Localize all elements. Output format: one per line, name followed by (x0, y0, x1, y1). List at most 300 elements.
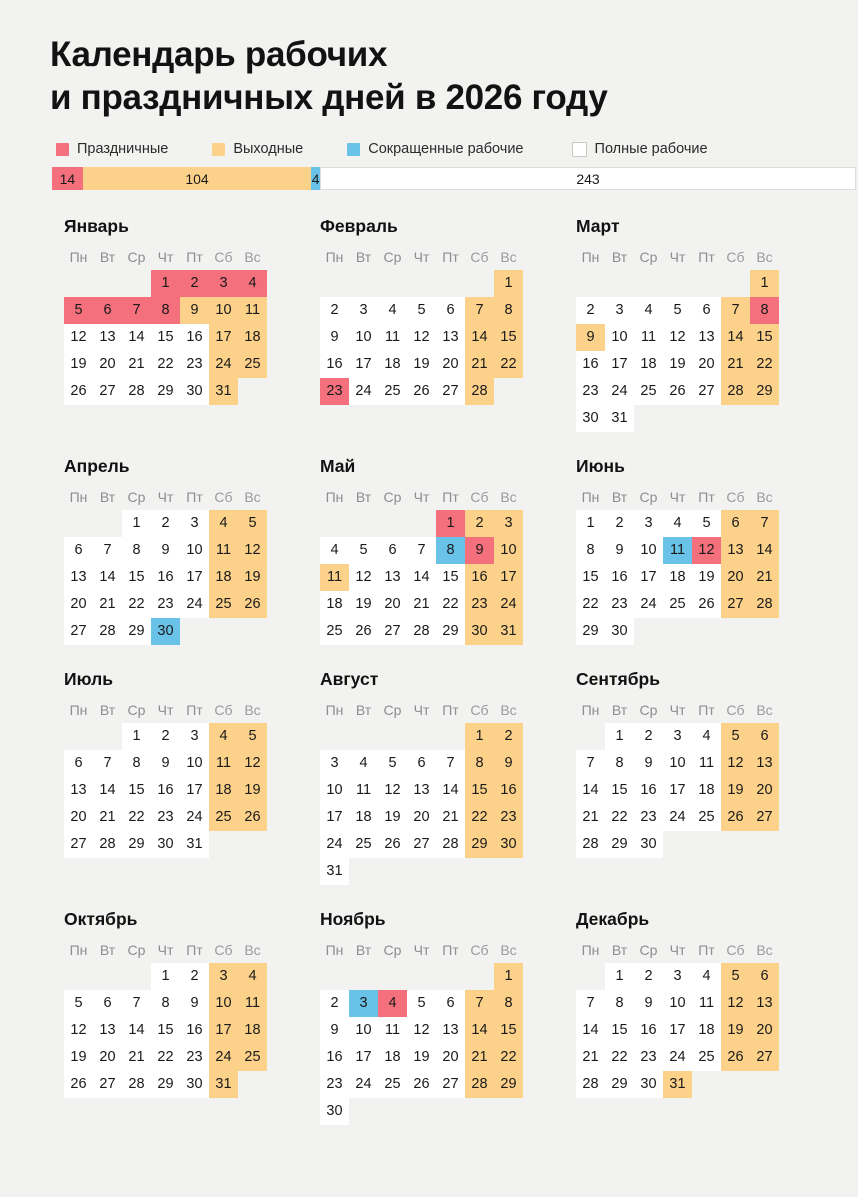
day-cell[interactable]: 30 (494, 831, 523, 858)
day-cell[interactable]: 27 (721, 591, 750, 618)
day-cell[interactable]: 13 (93, 1017, 122, 1044)
day-cell[interactable]: 11 (209, 750, 238, 777)
day-cell[interactable]: 7 (465, 297, 494, 324)
day-cell[interactable]: 2 (180, 963, 209, 990)
day-cell[interactable]: 3 (634, 510, 663, 537)
day-cell[interactable]: 28 (93, 618, 122, 645)
day-cell[interactable]: 2 (634, 723, 663, 750)
day-cell[interactable]: 26 (238, 591, 267, 618)
day-cell[interactable]: 4 (634, 297, 663, 324)
day-cell[interactable]: 23 (465, 591, 494, 618)
day-cell[interactable]: 30 (180, 378, 209, 405)
day-cell[interactable]: 24 (349, 378, 378, 405)
day-cell[interactable]: 23 (634, 804, 663, 831)
day-cell[interactable]: 18 (378, 351, 407, 378)
day-cell[interactable]: 25 (320, 618, 349, 645)
day-cell[interactable]: 5 (692, 510, 721, 537)
day-cell[interactable]: 14 (93, 777, 122, 804)
day-cell[interactable]: 20 (436, 1044, 465, 1071)
day-cell[interactable]: 27 (750, 804, 779, 831)
day-cell[interactable]: 2 (180, 270, 209, 297)
day-cell[interactable]: 13 (64, 564, 93, 591)
day-cell[interactable]: 29 (151, 378, 180, 405)
day-cell[interactable]: 11 (692, 990, 721, 1017)
day-cell[interactable]: 22 (750, 351, 779, 378)
day-cell[interactable]: 11 (692, 750, 721, 777)
day-cell[interactable]: 23 (605, 591, 634, 618)
day-cell[interactable]: 13 (692, 324, 721, 351)
day-cell[interactable]: 3 (180, 723, 209, 750)
day-cell[interactable]: 17 (180, 564, 209, 591)
day-cell[interactable]: 3 (663, 963, 692, 990)
day-cell[interactable]: 27 (436, 378, 465, 405)
day-cell[interactable]: 21 (122, 351, 151, 378)
day-cell[interactable]: 16 (151, 777, 180, 804)
day-cell[interactable]: 21 (93, 804, 122, 831)
day-cell[interactable]: 25 (663, 591, 692, 618)
day-cell[interactable]: 10 (663, 990, 692, 1017)
day-cell[interactable]: 17 (180, 777, 209, 804)
day-cell[interactable]: 2 (465, 510, 494, 537)
day-cell[interactable]: 24 (209, 1044, 238, 1071)
day-cell[interactable]: 26 (663, 378, 692, 405)
day-cell[interactable]: 29 (465, 831, 494, 858)
day-cell[interactable]: 29 (122, 618, 151, 645)
day-cell[interactable]: 24 (605, 378, 634, 405)
day-cell[interactable]: 29 (605, 1071, 634, 1098)
day-cell[interactable]: 9 (494, 750, 523, 777)
day-cell[interactable]: 10 (634, 537, 663, 564)
day-cell[interactable]: 6 (436, 297, 465, 324)
day-cell[interactable]: 29 (494, 1071, 523, 1098)
day-cell[interactable]: 27 (750, 1044, 779, 1071)
day-cell[interactable]: 20 (64, 804, 93, 831)
day-cell[interactable]: 15 (750, 324, 779, 351)
day-cell[interactable]: 9 (576, 324, 605, 351)
day-cell[interactable]: 7 (576, 990, 605, 1017)
day-cell[interactable]: 1 (151, 270, 180, 297)
day-cell[interactable]: 26 (64, 1071, 93, 1098)
day-cell[interactable]: 1 (750, 270, 779, 297)
day-cell[interactable]: 3 (320, 750, 349, 777)
day-cell[interactable]: 27 (93, 1071, 122, 1098)
day-cell[interactable]: 27 (93, 378, 122, 405)
day-cell[interactable]: 10 (349, 324, 378, 351)
day-cell[interactable]: 25 (634, 378, 663, 405)
day-cell[interactable]: 3 (180, 510, 209, 537)
day-cell[interactable]: 17 (320, 804, 349, 831)
day-cell[interactable]: 12 (663, 324, 692, 351)
day-cell[interactable]: 3 (209, 270, 238, 297)
day-cell[interactable]: 22 (576, 591, 605, 618)
day-cell[interactable]: 4 (663, 510, 692, 537)
day-cell[interactable]: 2 (320, 990, 349, 1017)
day-cell[interactable]: 25 (209, 804, 238, 831)
day-cell[interactable]: 28 (465, 1071, 494, 1098)
day-cell[interactable]: 4 (378, 297, 407, 324)
day-cell[interactable]: 9 (180, 297, 209, 324)
day-cell[interactable]: 16 (465, 564, 494, 591)
day-cell[interactable]: 4 (692, 723, 721, 750)
day-cell[interactable]: 20 (750, 1017, 779, 1044)
day-cell[interactable]: 14 (576, 777, 605, 804)
day-cell[interactable]: 3 (349, 297, 378, 324)
day-cell[interactable]: 16 (180, 324, 209, 351)
day-cell[interactable]: 26 (238, 804, 267, 831)
day-cell[interactable]: 21 (465, 1044, 494, 1071)
day-cell[interactable]: 11 (209, 537, 238, 564)
day-cell[interactable]: 2 (494, 723, 523, 750)
day-cell[interactable]: 3 (209, 963, 238, 990)
day-cell[interactable]: 30 (605, 618, 634, 645)
day-cell[interactable]: 28 (576, 1071, 605, 1098)
day-cell[interactable]: 7 (436, 750, 465, 777)
day-cell[interactable]: 26 (349, 618, 378, 645)
day-cell[interactable]: 18 (663, 564, 692, 591)
day-cell[interactable]: 17 (349, 351, 378, 378)
day-cell[interactable]: 11 (378, 324, 407, 351)
day-cell[interactable]: 21 (436, 804, 465, 831)
day-cell[interactable]: 29 (750, 378, 779, 405)
day-cell[interactable]: 26 (378, 831, 407, 858)
day-cell[interactable]: 26 (407, 1071, 436, 1098)
day-cell[interactable]: 6 (64, 537, 93, 564)
day-cell[interactable]: 19 (721, 1017, 750, 1044)
day-cell[interactable]: 19 (64, 351, 93, 378)
day-cell[interactable]: 16 (634, 777, 663, 804)
day-cell[interactable]: 12 (407, 1017, 436, 1044)
day-cell[interactable]: 21 (93, 591, 122, 618)
day-cell[interactable]: 13 (64, 777, 93, 804)
day-cell[interactable]: 16 (576, 351, 605, 378)
day-cell[interactable]: 11 (238, 990, 267, 1017)
day-cell[interactable]: 11 (663, 537, 692, 564)
day-cell[interactable]: 5 (721, 723, 750, 750)
day-cell[interactable]: 3 (349, 990, 378, 1017)
day-cell[interactable]: 6 (750, 963, 779, 990)
day-cell[interactable]: 22 (122, 591, 151, 618)
day-cell[interactable]: 15 (605, 1017, 634, 1044)
day-cell[interactable]: 22 (605, 1044, 634, 1071)
day-cell[interactable]: 7 (122, 990, 151, 1017)
day-cell[interactable]: 31 (209, 378, 238, 405)
day-cell[interactable]: 5 (721, 963, 750, 990)
day-cell[interactable]: 30 (465, 618, 494, 645)
day-cell[interactable]: 16 (180, 1017, 209, 1044)
day-cell[interactable]: 25 (378, 378, 407, 405)
day-cell[interactable]: 3 (494, 510, 523, 537)
day-cell[interactable]: 10 (320, 777, 349, 804)
day-cell[interactable]: 13 (750, 990, 779, 1017)
day-cell[interactable]: 8 (465, 750, 494, 777)
day-cell[interactable]: 1 (605, 963, 634, 990)
day-cell[interactable]: 4 (349, 750, 378, 777)
day-cell[interactable]: 7 (721, 297, 750, 324)
day-cell[interactable]: 19 (378, 804, 407, 831)
day-cell[interactable]: 12 (721, 990, 750, 1017)
day-cell[interactable]: 11 (378, 1017, 407, 1044)
day-cell[interactable]: 9 (320, 324, 349, 351)
day-cell[interactable]: 28 (436, 831, 465, 858)
day-cell[interactable]: 25 (349, 831, 378, 858)
day-cell[interactable]: 28 (122, 1071, 151, 1098)
day-cell[interactable]: 24 (180, 591, 209, 618)
day-cell[interactable]: 6 (93, 297, 122, 324)
day-cell[interactable]: 22 (494, 351, 523, 378)
day-cell[interactable]: 14 (721, 324, 750, 351)
day-cell[interactable]: 5 (407, 990, 436, 1017)
day-cell[interactable]: 16 (151, 564, 180, 591)
day-cell[interactable]: 28 (576, 831, 605, 858)
day-cell[interactable]: 18 (209, 777, 238, 804)
day-cell[interactable]: 14 (407, 564, 436, 591)
day-cell[interactable]: 12 (238, 537, 267, 564)
day-cell[interactable]: 30 (576, 405, 605, 432)
day-cell[interactable]: 16 (634, 1017, 663, 1044)
day-cell[interactable]: 18 (634, 351, 663, 378)
day-cell[interactable]: 18 (238, 324, 267, 351)
day-cell[interactable]: 31 (494, 618, 523, 645)
day-cell[interactable]: 4 (238, 963, 267, 990)
day-cell[interactable]: 15 (465, 777, 494, 804)
day-cell[interactable]: 21 (465, 351, 494, 378)
day-cell[interactable]: 31 (209, 1071, 238, 1098)
day-cell[interactable]: 23 (180, 1044, 209, 1071)
day-cell[interactable]: 20 (378, 591, 407, 618)
day-cell[interactable]: 13 (721, 537, 750, 564)
day-cell[interactable]: 4 (238, 270, 267, 297)
day-cell[interactable]: 7 (576, 750, 605, 777)
day-cell[interactable]: 1 (122, 510, 151, 537)
day-cell[interactable]: 27 (436, 1071, 465, 1098)
day-cell[interactable]: 19 (692, 564, 721, 591)
day-cell[interactable]: 24 (209, 351, 238, 378)
day-cell[interactable]: 7 (93, 537, 122, 564)
day-cell[interactable]: 6 (692, 297, 721, 324)
day-cell[interactable]: 10 (180, 537, 209, 564)
day-cell[interactable]: 6 (721, 510, 750, 537)
day-cell[interactable]: 15 (122, 777, 151, 804)
day-cell[interactable]: 18 (378, 1044, 407, 1071)
day-cell[interactable]: 14 (465, 324, 494, 351)
day-cell[interactable]: 5 (407, 297, 436, 324)
day-cell[interactable]: 14 (436, 777, 465, 804)
day-cell[interactable]: 6 (407, 750, 436, 777)
day-cell[interactable]: 30 (634, 831, 663, 858)
day-cell[interactable]: 22 (605, 804, 634, 831)
day-cell[interactable]: 11 (320, 564, 349, 591)
day-cell[interactable]: 9 (465, 537, 494, 564)
day-cell[interactable]: 24 (349, 1071, 378, 1098)
day-cell[interactable]: 24 (663, 804, 692, 831)
day-cell[interactable]: 23 (151, 591, 180, 618)
day-cell[interactable]: 25 (692, 804, 721, 831)
day-cell[interactable]: 6 (93, 990, 122, 1017)
day-cell[interactable]: 21 (407, 591, 436, 618)
day-cell[interactable]: 8 (750, 297, 779, 324)
day-cell[interactable]: 7 (750, 510, 779, 537)
day-cell[interactable]: 21 (750, 564, 779, 591)
day-cell[interactable]: 8 (436, 537, 465, 564)
day-cell[interactable]: 8 (605, 990, 634, 1017)
day-cell[interactable]: 25 (692, 1044, 721, 1071)
day-cell[interactable]: 12 (407, 324, 436, 351)
day-cell[interactable]: 23 (320, 1071, 349, 1098)
day-cell[interactable]: 8 (494, 297, 523, 324)
day-cell[interactable]: 21 (122, 1044, 151, 1071)
day-cell[interactable]: 13 (93, 324, 122, 351)
day-cell[interactable]: 17 (494, 564, 523, 591)
day-cell[interactable]: 9 (151, 750, 180, 777)
day-cell[interactable]: 19 (663, 351, 692, 378)
day-cell[interactable]: 22 (122, 804, 151, 831)
day-cell[interactable]: 22 (494, 1044, 523, 1071)
day-cell[interactable]: 18 (349, 804, 378, 831)
day-cell[interactable]: 7 (93, 750, 122, 777)
day-cell[interactable]: 18 (692, 777, 721, 804)
day-cell[interactable]: 13 (378, 564, 407, 591)
day-cell[interactable]: 20 (407, 804, 436, 831)
day-cell[interactable]: 15 (436, 564, 465, 591)
day-cell[interactable]: 27 (407, 831, 436, 858)
day-cell[interactable]: 19 (407, 351, 436, 378)
day-cell[interactable]: 28 (122, 378, 151, 405)
day-cell[interactable]: 5 (349, 537, 378, 564)
day-cell[interactable]: 17 (209, 1017, 238, 1044)
day-cell[interactable]: 23 (180, 351, 209, 378)
day-cell[interactable]: 26 (721, 804, 750, 831)
day-cell[interactable]: 30 (151, 831, 180, 858)
day-cell[interactable]: 8 (494, 990, 523, 1017)
day-cell[interactable]: 18 (320, 591, 349, 618)
day-cell[interactable]: 30 (634, 1071, 663, 1098)
day-cell[interactable]: 31 (320, 858, 349, 885)
day-cell[interactable]: 9 (634, 750, 663, 777)
day-cell[interactable]: 26 (64, 378, 93, 405)
day-cell[interactable]: 11 (349, 777, 378, 804)
day-cell[interactable]: 23 (320, 378, 349, 405)
day-cell[interactable]: 6 (750, 723, 779, 750)
day-cell[interactable]: 5 (378, 750, 407, 777)
day-cell[interactable]: 16 (494, 777, 523, 804)
day-cell[interactable]: 23 (576, 378, 605, 405)
day-cell[interactable]: 2 (634, 963, 663, 990)
day-cell[interactable]: 12 (64, 1017, 93, 1044)
day-cell[interactable]: 17 (663, 1017, 692, 1044)
day-cell[interactable]: 9 (180, 990, 209, 1017)
day-cell[interactable]: 21 (576, 1044, 605, 1071)
day-cell[interactable]: 2 (151, 510, 180, 537)
day-cell[interactable]: 12 (349, 564, 378, 591)
day-cell[interactable]: 9 (151, 537, 180, 564)
day-cell[interactable]: 12 (721, 750, 750, 777)
day-cell[interactable]: 8 (122, 537, 151, 564)
day-cell[interactable]: 4 (209, 510, 238, 537)
day-cell[interactable]: 10 (209, 297, 238, 324)
day-cell[interactable]: 27 (692, 378, 721, 405)
day-cell[interactable]: 8 (151, 990, 180, 1017)
day-cell[interactable]: 7 (465, 990, 494, 1017)
day-cell[interactable]: 10 (605, 324, 634, 351)
day-cell[interactable]: 1 (605, 723, 634, 750)
day-cell[interactable]: 1 (436, 510, 465, 537)
day-cell[interactable]: 30 (180, 1071, 209, 1098)
day-cell[interactable]: 8 (151, 297, 180, 324)
day-cell[interactable]: 5 (238, 723, 267, 750)
day-cell[interactable]: 20 (93, 1044, 122, 1071)
day-cell[interactable]: 6 (436, 990, 465, 1017)
day-cell[interactable]: 19 (721, 777, 750, 804)
day-cell[interactable]: 18 (692, 1017, 721, 1044)
day-cell[interactable]: 10 (494, 537, 523, 564)
day-cell[interactable]: 25 (238, 351, 267, 378)
day-cell[interactable]: 15 (122, 564, 151, 591)
day-cell[interactable]: 23 (151, 804, 180, 831)
day-cell[interactable]: 30 (151, 618, 180, 645)
day-cell[interactable]: 19 (238, 777, 267, 804)
day-cell[interactable]: 17 (605, 351, 634, 378)
day-cell[interactable]: 20 (692, 351, 721, 378)
day-cell[interactable]: 18 (209, 564, 238, 591)
day-cell[interactable]: 26 (692, 591, 721, 618)
day-cell[interactable]: 3 (605, 297, 634, 324)
day-cell[interactable]: 25 (378, 1071, 407, 1098)
day-cell[interactable]: 10 (180, 750, 209, 777)
day-cell[interactable]: 27 (64, 831, 93, 858)
day-cell[interactable]: 9 (320, 1017, 349, 1044)
day-cell[interactable]: 28 (721, 378, 750, 405)
day-cell[interactable]: 4 (692, 963, 721, 990)
day-cell[interactable]: 1 (465, 723, 494, 750)
day-cell[interactable]: 26 (407, 378, 436, 405)
day-cell[interactable]: 29 (122, 831, 151, 858)
day-cell[interactable]: 2 (576, 297, 605, 324)
day-cell[interactable]: 8 (605, 750, 634, 777)
day-cell[interactable]: 1 (151, 963, 180, 990)
day-cell[interactable]: 21 (576, 804, 605, 831)
day-cell[interactable]: 24 (494, 591, 523, 618)
day-cell[interactable]: 27 (64, 618, 93, 645)
day-cell[interactable]: 15 (151, 324, 180, 351)
day-cell[interactable]: 10 (663, 750, 692, 777)
day-cell[interactable]: 9 (634, 990, 663, 1017)
day-cell[interactable]: 29 (576, 618, 605, 645)
day-cell[interactable]: 28 (465, 378, 494, 405)
day-cell[interactable]: 2 (151, 723, 180, 750)
day-cell[interactable]: 4 (320, 537, 349, 564)
day-cell[interactable]: 28 (407, 618, 436, 645)
day-cell[interactable]: 26 (721, 1044, 750, 1071)
day-cell[interactable]: 14 (576, 1017, 605, 1044)
day-cell[interactable]: 31 (180, 831, 209, 858)
day-cell[interactable]: 1 (494, 270, 523, 297)
day-cell[interactable]: 17 (209, 324, 238, 351)
day-cell[interactable]: 16 (320, 1044, 349, 1071)
day-cell[interactable]: 13 (436, 324, 465, 351)
day-cell[interactable]: 29 (151, 1071, 180, 1098)
day-cell[interactable]: 14 (750, 537, 779, 564)
day-cell[interactable]: 6 (378, 537, 407, 564)
day-cell[interactable]: 14 (465, 1017, 494, 1044)
day-cell[interactable]: 22 (436, 591, 465, 618)
day-cell[interactable]: 5 (64, 297, 93, 324)
day-cell[interactable]: 27 (378, 618, 407, 645)
day-cell[interactable]: 17 (349, 1044, 378, 1071)
day-cell[interactable]: 8 (576, 537, 605, 564)
day-cell[interactable]: 15 (494, 324, 523, 351)
day-cell[interactable]: 18 (238, 1017, 267, 1044)
day-cell[interactable]: 29 (605, 831, 634, 858)
